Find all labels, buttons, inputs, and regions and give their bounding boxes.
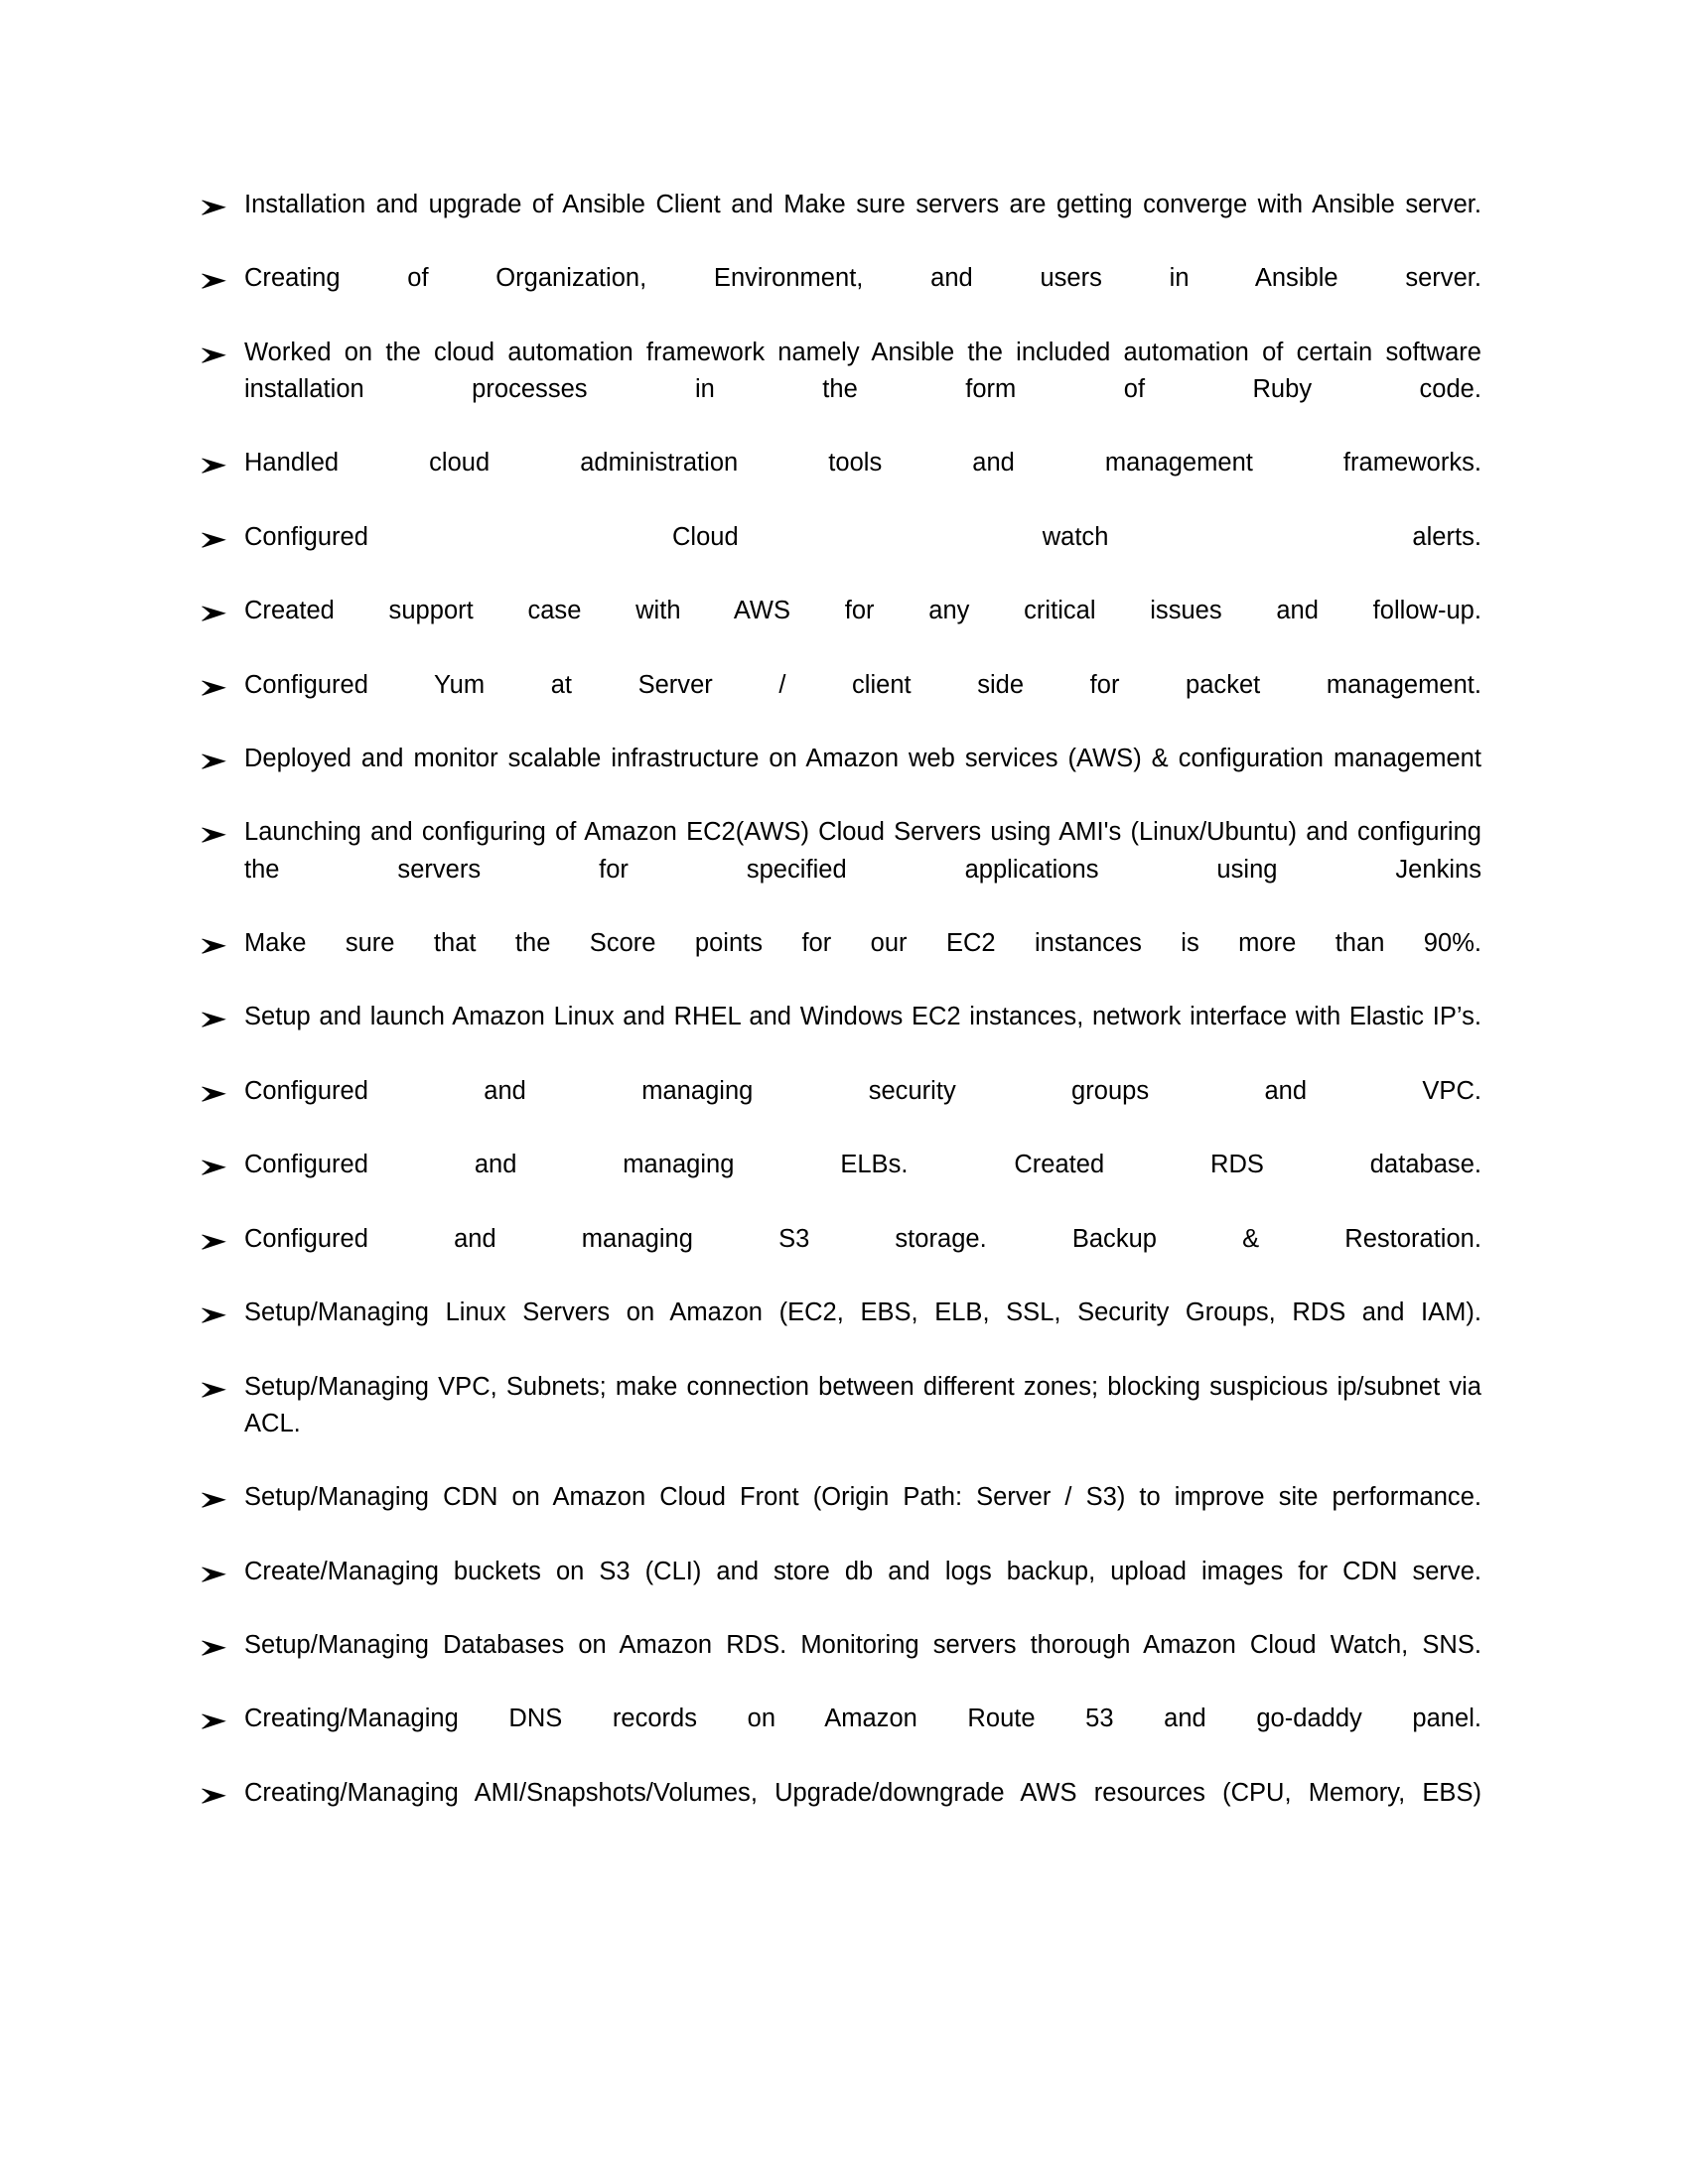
list-item-text: Installation and upgrade of Ansible Client and Make sure servers are getting converge with Ansible server. [244, 191, 1481, 218]
list-item [199, 1295, 1481, 1368]
list-item-text: Create/Managing buckets on S3 (CLI) and store db and logs backup, upload images for CDN serve. [244, 1557, 1481, 1585]
arrowhead-bullet-icon [199, 1295, 232, 1331]
list-item-text: Configured and managing S3 storage. Backup & Restoration. [244, 1224, 1481, 1253]
arrowhead-bullet-icon [199, 445, 232, 481]
arrowhead-bullet-icon [199, 519, 232, 556]
list-item-text: Launching and configuring of Amazon EC2(AWS) Cloud Servers using AMI's (Linux/Ubuntu) and configuring the servers for specified applications using Jenkins [244, 818, 1481, 884]
arrowhead-bullet-icon [199, 814, 232, 851]
arrowhead-bullet-icon [199, 741, 232, 777]
arrowhead-bullet-icon [199, 1775, 232, 1812]
list-item [199, 260, 1481, 334]
arrowhead-bullet-icon [199, 335, 232, 371]
arrowhead-bullet-icon [199, 1701, 232, 1737]
arrowhead-bullet-icon [199, 999, 232, 1035]
list-item [199, 925, 1481, 999]
list-item [199, 1627, 1481, 1701]
list-item [199, 1554, 1481, 1627]
list-item-text: Configured and managing ELBs. Created RDS database. [244, 1151, 1481, 1179]
list-item-text: Creating/Managing AMI/Snapshots/Volumes, Upgrade/downgrade AWS resources (CPU, Memory, EBS) [244, 1778, 1481, 1807]
list-item-text: Setup/Managing CDN on Amazon Cloud Front (Origin Path: Server / S3) to improve site performance. [244, 1483, 1481, 1512]
list-item-text: Configured Cloud watch alerts. [244, 522, 1481, 551]
list-item-text: Creating/Managing DNS records on Amazon Route 53 and go-daddy panel. [244, 1705, 1481, 1733]
list-item [199, 1221, 1481, 1295]
arrowhead-bullet-icon [199, 260, 232, 297]
arrowhead-bullet-icon [199, 1554, 232, 1590]
list-item [199, 445, 1481, 518]
arrowhead-bullet-icon [199, 1369, 232, 1406]
list-item-text: Configured Yum at Server / client side for packet management. [244, 670, 1481, 699]
list-item [199, 1369, 1481, 1480]
list-item-text: Make sure that the Score points for our EC2 instances is more than 90%. [244, 929, 1481, 958]
arrowhead-bullet-icon [199, 925, 232, 962]
list-item-text: Setup/Managing VPC, Subnets; make connection between different zones; blocking suspicious ip/subnet via ACL. [244, 1372, 1481, 1437]
list-item [199, 999, 1481, 1072]
list-item-text: Setup/Managing Linux Servers on Amazon (EC2, EBS, ELB, SSL, Security Groups, RDS and IAM). [244, 1298, 1481, 1327]
arrowhead-bullet-icon [199, 1221, 232, 1258]
list-item-text: Configured and managing security groups and VPC. [244, 1076, 1481, 1105]
list-item [199, 335, 1481, 446]
arrowhead-bullet-icon [199, 1147, 232, 1183]
list-item-text: Creating of Organization, Environment, and users in Ansible server. [244, 264, 1481, 293]
document-body [199, 187, 1481, 1848]
list-item-text: Handled cloud administration tools and management frameworks. [244, 449, 1481, 478]
arrowhead-bullet-icon [199, 1479, 232, 1516]
list-item [199, 667, 1481, 741]
list-item [199, 1479, 1481, 1553]
list-item [199, 741, 1481, 814]
list-item [199, 593, 1481, 666]
list-item-text: Setup and launch Amazon Linux and RHEL and Windows EC2 instances, network interface with Elastic IP’s. [244, 1003, 1481, 1031]
arrowhead-bullet-icon [199, 1073, 232, 1110]
arrowhead-bullet-icon [199, 1627, 232, 1664]
arrowhead-bullet-icon [199, 187, 232, 223]
list-item [199, 1073, 1481, 1147]
responsibilities-bullet-list [199, 187, 1481, 1848]
list-item [199, 814, 1481, 925]
list-item-text: Created support case with AWS for any critical issues and follow-up. [244, 597, 1481, 625]
list-item [199, 1147, 1481, 1220]
list-item-text: Deployed and monitor scalable infrastructure on Amazon web services (AWS) & configuration management [244, 745, 1481, 773]
list-item [199, 187, 1481, 260]
arrowhead-bullet-icon [199, 667, 232, 704]
list-item [199, 1701, 1481, 1774]
list-item [199, 1775, 1481, 1848]
list-item [199, 519, 1481, 593]
arrowhead-bullet-icon [199, 593, 232, 629]
list-item-text: Setup/Managing Databases on Amazon RDS. Monitoring servers thorough Amazon Cloud Watch, SNS. [244, 1630, 1481, 1659]
list-item-text: Worked on the cloud automation framework namely Ansible the included automation of certain software installation processes in the form of Ruby code. [244, 338, 1481, 404]
